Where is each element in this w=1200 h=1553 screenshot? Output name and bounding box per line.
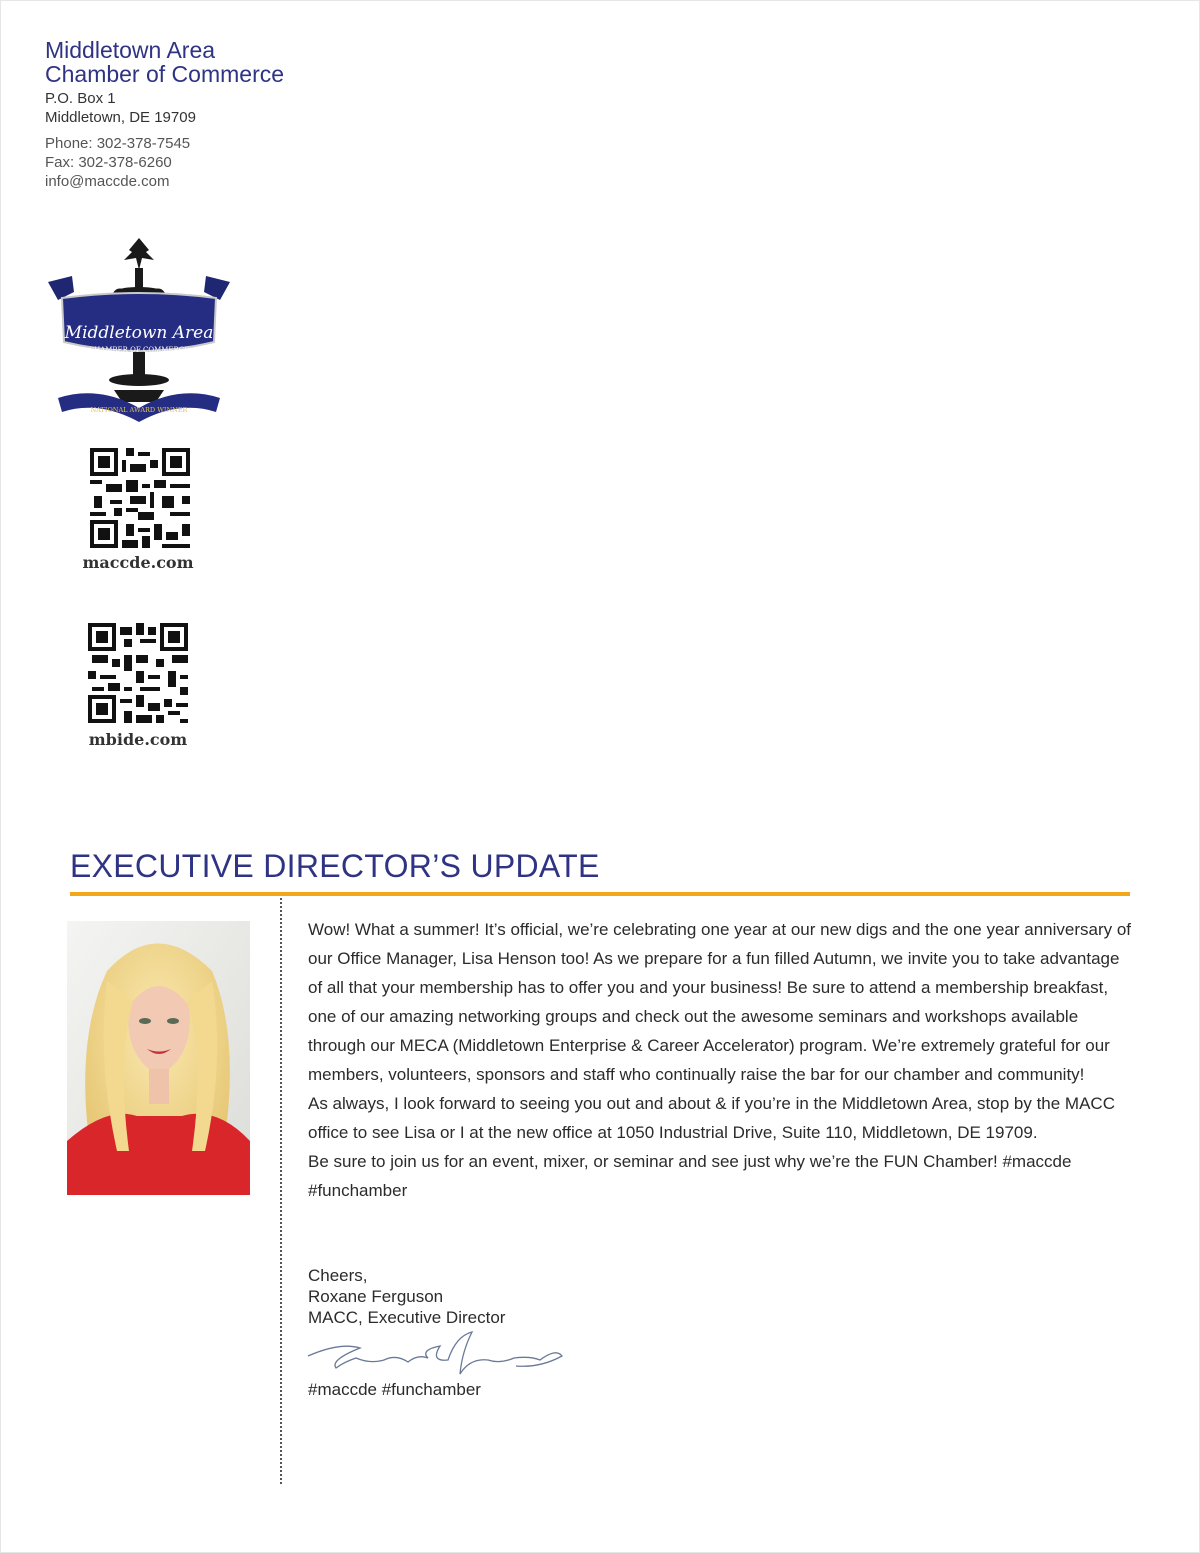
email-address[interactable]: info@maccde.com — [45, 173, 170, 190]
address-line1: P.O. Box 1 — [45, 90, 116, 107]
column-divider — [280, 898, 282, 1484]
org-name-line1: Middletown Area — [45, 37, 216, 63]
qr-label-mbide[interactable]: mbide.com — [88, 730, 188, 749]
letter-paragraph-3: Be sure to join us for an event, mixer, or seminar and see just why we’re the FUN Chamber! #maccde #funchamber — [308, 1152, 1072, 1200]
contact-info — [45, 134, 190, 191]
logo-banner-subtext: CHAMBER OF COMMERCE — [88, 346, 190, 354]
section-title: EXECUTIVE DIRECTOR’S UPDATE — [70, 848, 600, 884]
org-name-line2: Chamber of Commerce — [45, 61, 285, 87]
qr-label-maccde[interactable]: maccde.com — [82, 553, 194, 572]
qr-code-icon[interactable] — [90, 448, 190, 548]
letter-paragraph-2: As always, I look forward to seeing you out and about & if you’re in the Middletown Area, stop by the MACC office to see Lisa or I at the new office at 1050 Industrial Drive, Suite 110, Middletown, DE 19709. — [308, 1094, 1115, 1142]
address-line2: Middletown, DE 19709 — [45, 109, 196, 126]
letter-closing — [308, 1265, 505, 1328]
logo-banner-text: Middletown Area — [64, 323, 214, 343]
mailing-address — [45, 89, 196, 127]
director-photo — [67, 921, 250, 1195]
title-divider — [70, 892, 1130, 896]
closing-salutation: Cheers, — [308, 1266, 368, 1285]
handwritten-signature — [300, 1328, 565, 1380]
organization-name — [45, 38, 284, 86]
chamber-logo — [44, 230, 234, 425]
qr-code-icon[interactable] — [88, 623, 188, 723]
signer-title: MACC, Executive Director — [308, 1308, 506, 1327]
letter-paragraph-1: Wow! What a summer! It’s official, we’re celebrating one year at our new digs and the one year anniversary of our Office Manager, Lisa Henson too! As we prepare for a fun filled Autumn, we invite you to take advantage of all that your membership has to offer you and your business! Be sure to attend a membership breakfast, one of our amazing networking groups and check out the awesome seminars and workshops available through our MECA (Middletown Enterprise & Career Accelerator) program. We’re extremely grateful for our members, volunteers, sponsors and staff who continually raise the bar for our chamber and community! — [308, 920, 1132, 1084]
phone-number: Phone: 302-378-7545 — [45, 135, 191, 152]
fax-number: Fax: 302-378-6260 — [45, 154, 172, 171]
logo-ribbon-text: NATIONAL AWARD WINNER — [90, 406, 188, 414]
letter-body — [308, 915, 1138, 1205]
signer-name: Roxane Ferguson — [308, 1287, 444, 1306]
closing-hashtags: #maccde #funchamber — [308, 1380, 481, 1399]
